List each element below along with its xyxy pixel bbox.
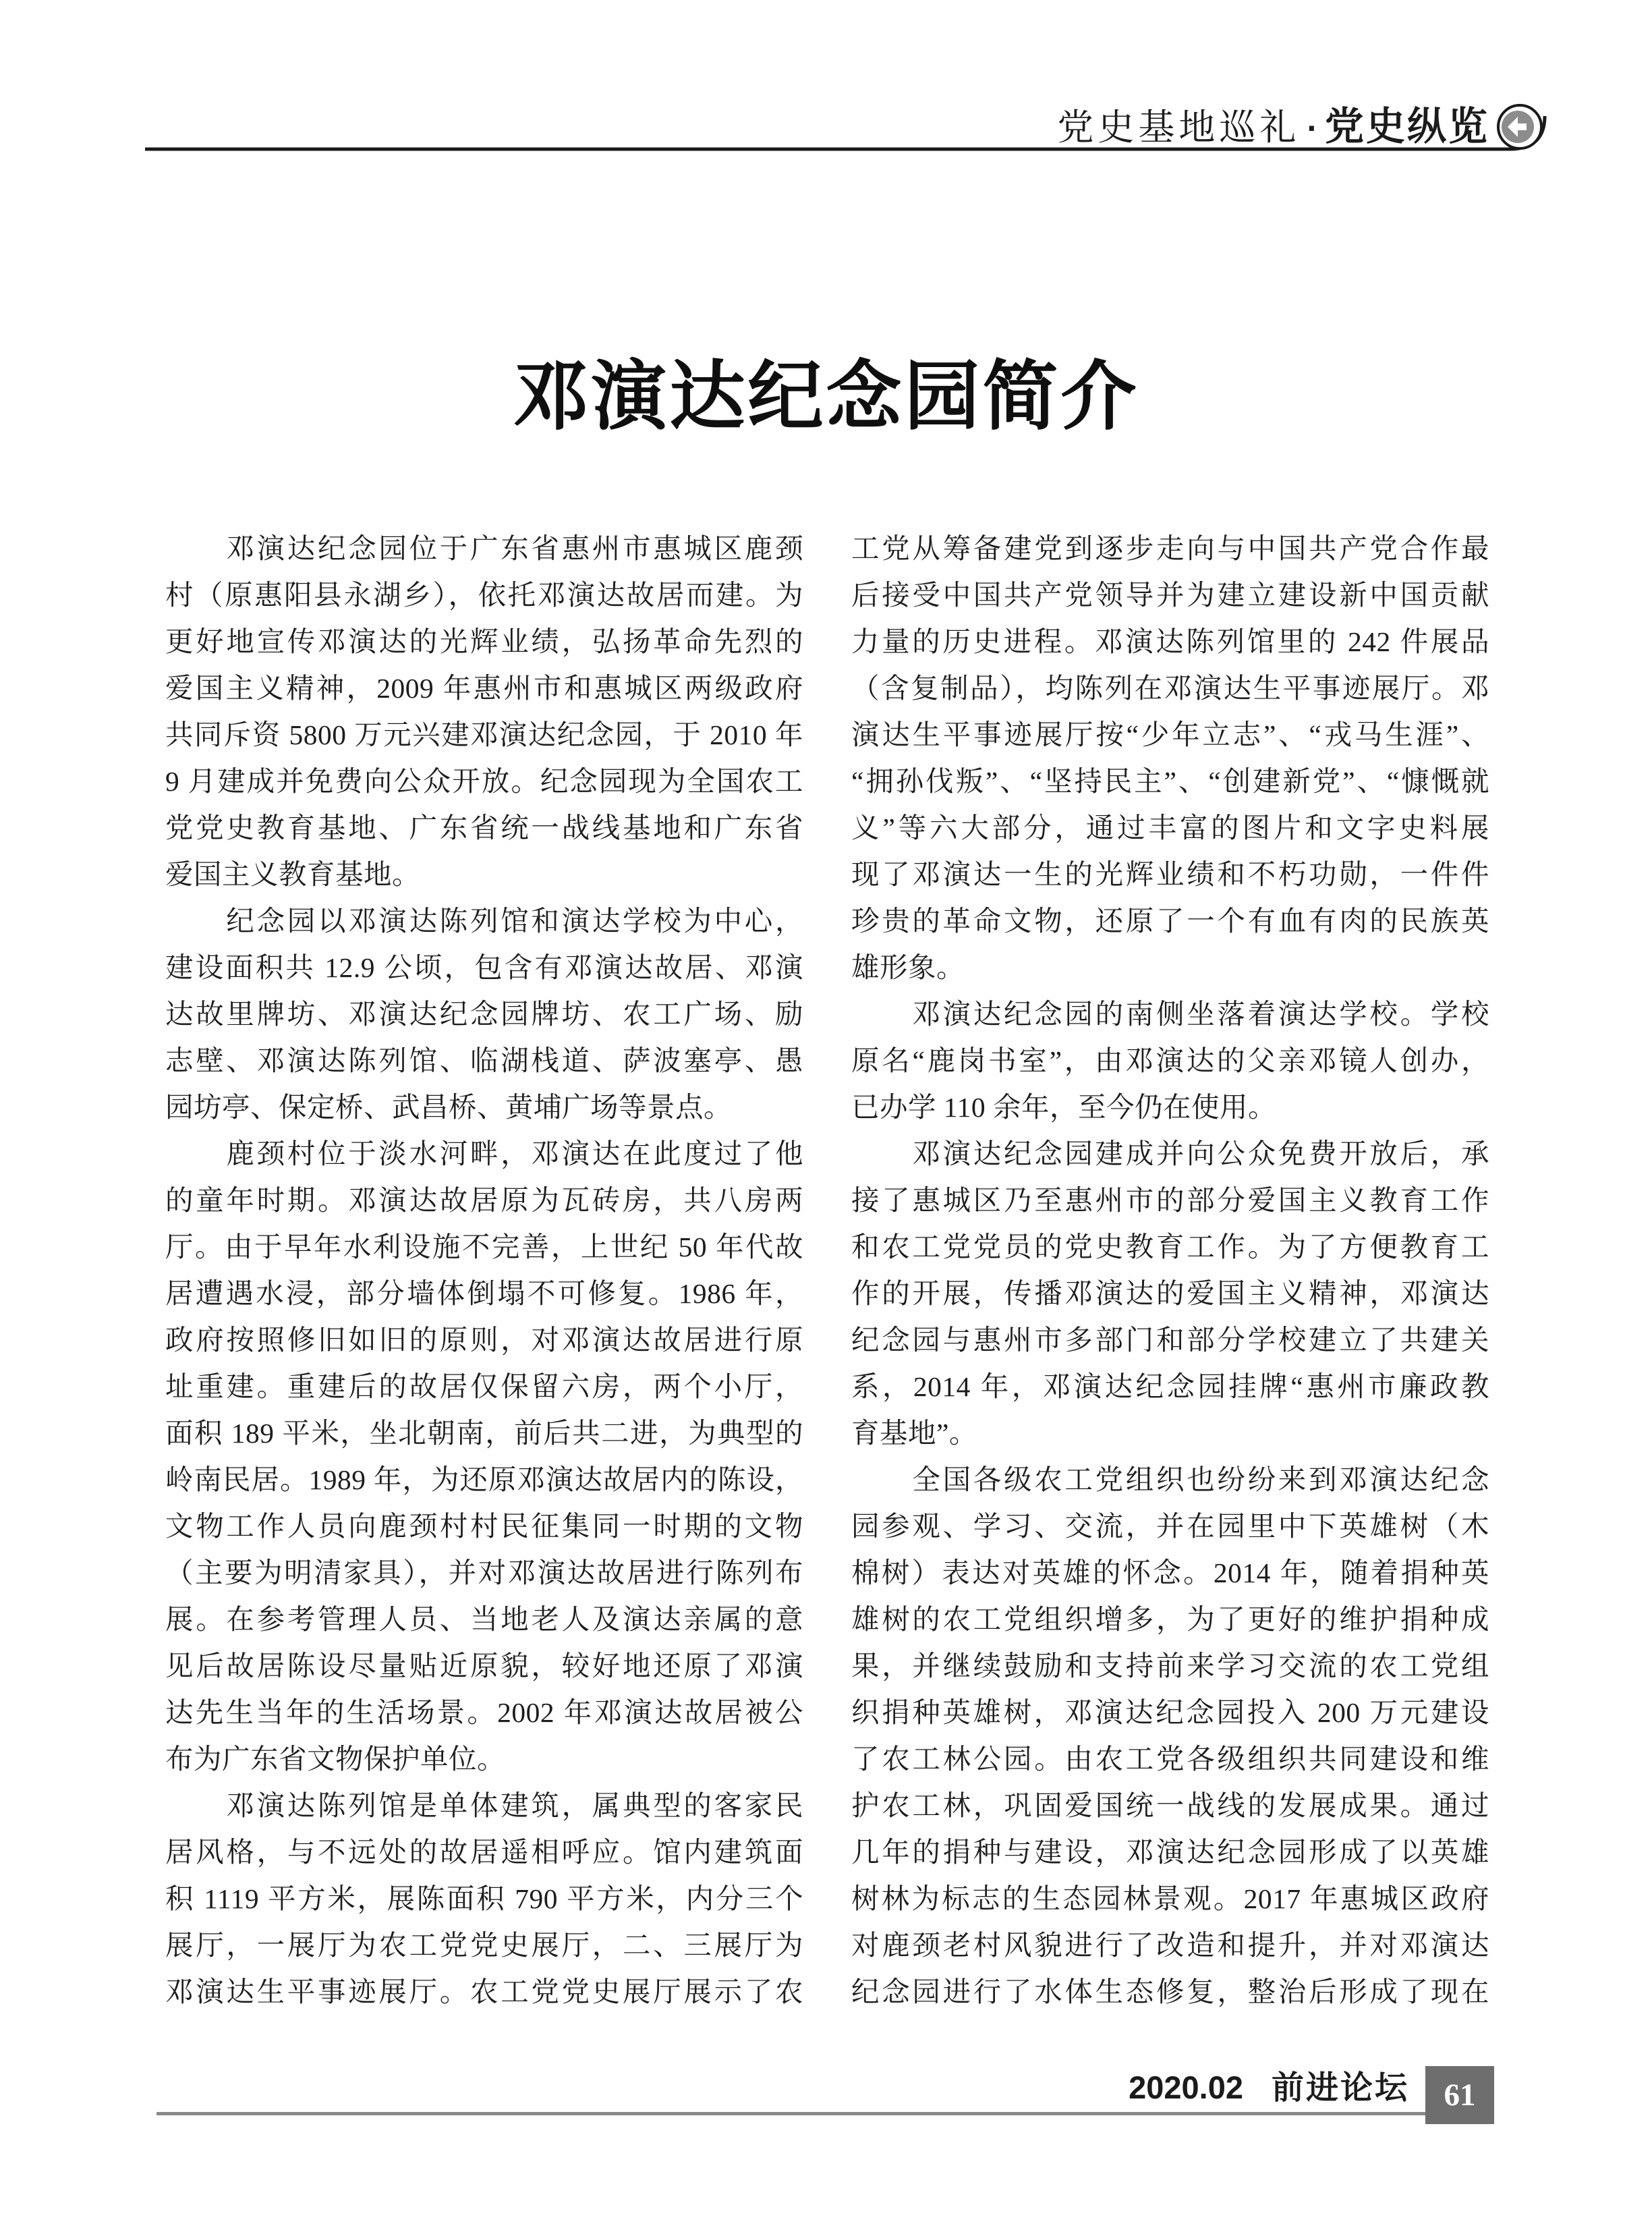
text-line: 已办学 110 余年，至今仍在使用。 <box>851 1092 1276 1123</box>
text-line: 园参观、学习、交流，并在园里中下英雄树（木 <box>851 1511 1489 1542</box>
text-line: 9 月建成并免费向公众开放。纪念园现为全国农工 <box>165 766 803 797</box>
text-line: 邓演达纪念园建成并向公众免费开放后，承 <box>851 1138 1489 1169</box>
text-line: 党党史教育基地、广东省统一战线基地和广东省 <box>165 812 803 843</box>
text-line: 邓演达纪念园位于广东省惠州市惠城区鹿颈 <box>165 533 803 564</box>
text-line: 岭南民居。1989 年，为还原邓演达故居内的陈设， <box>165 1464 803 1495</box>
header-section-title <box>1057 100 1489 154</box>
text-line: 邓演达陈列馆是单体建筑，属典型的客家民 <box>165 1790 803 1821</box>
text-line: 育基地”。 <box>851 1418 977 1449</box>
text-line: 纪念园以邓演达陈列馆和演达学校为中心， <box>165 906 803 937</box>
text-line: 全国各级农工党组织也纷纷来到邓演达纪念 <box>851 1464 1489 1495</box>
text-line: 原名“鹿岗书室”，由邓演达的父亲邓镜人创办， <box>851 1045 1489 1076</box>
text-line: （主要为明清家具），并对邓演达故居进行陈列布 <box>165 1557 803 1588</box>
text-line: 织捐种英雄树，邓演达纪念园投入 200 万元建设 <box>851 1697 1489 1728</box>
text-line: 址重建。重建后的故居仅保留六房，两个小厅， <box>165 1371 803 1402</box>
text-line: 后接受中国共产党领导并为建立建设新中国贡献 <box>851 580 1489 611</box>
text-line: 演达生平事迹展厅按“少年立志”、“戎马生涯”、 <box>851 719 1489 750</box>
text-line: （含复制品），均陈列在邓演达生平事迹展厅。邓 <box>851 673 1489 704</box>
text-line: 现了邓演达一生的光辉业绩和不朽功勋，一件件 <box>851 859 1489 890</box>
text-line: 达故里牌坊、邓演达纪念园牌坊、农工广场、励 <box>165 999 803 1030</box>
left-column <box>165 526 803 2015</box>
text-line: 爱国主义精神，2009 年惠州市和惠城区两级政府 <box>165 673 803 704</box>
text-line: 志壁、邓演达陈列馆、临湖栈道、萨波塞亭、愚 <box>165 1045 803 1076</box>
text-line: 的童年时期。邓演达故居原为瓦砖房，共八房两 <box>165 1185 803 1216</box>
text-line: 几年的捐种与建设，邓演达纪念园形成了以英雄 <box>851 1837 1489 1868</box>
header-separator-dot: · <box>1307 109 1318 147</box>
text-line: “拥孙伐叛”、“坚持民主”、“创建新党”、“慷慨就 <box>851 766 1489 797</box>
text-line: 雄树的农工党组织增多，为了更好的维护捐种成 <box>851 1604 1489 1635</box>
back-icon <box>1498 105 1541 148</box>
text-line: 珍贵的革命文物，还原了一个有血有肉的民族英 <box>851 906 1489 937</box>
page-number-badge <box>1425 2066 1494 2124</box>
text-line: 鹿颈村位于淡水河畔，邓演达在此度过了他 <box>165 1138 803 1169</box>
text-line: 园坊亭、保定桥、武昌桥、黄埔广场等景点。 <box>165 1092 733 1123</box>
text-line: 纪念园进行了水体生态修复，整治后形成了现在 <box>851 1976 1489 2007</box>
text-line: 更好地宣传邓演达的光辉业绩，弘扬革命先烈的 <box>165 626 803 657</box>
text-line: 见后故居陈设尽量贴近原貌，较好地还原了邓演 <box>165 1650 803 1681</box>
text-line: 文物工作人员向鹿颈村村民征集同一时期的文物 <box>165 1511 803 1542</box>
page-number: 61 <box>1444 2078 1476 2113</box>
text-line: 建设面积共 12.9 公顷，包含有邓演达故居、邓演 <box>165 952 803 983</box>
text-line: 系，2014 年，邓演达纪念园挂牌“惠州市廉政教 <box>851 1371 1489 1402</box>
text-line: 居遭遇水浸，部分墙体倒塌不可修复。1986 年， <box>165 1278 803 1309</box>
text-line: 树林为标志的生态园林景观。2017 年惠城区政府 <box>851 1883 1489 1914</box>
text-line: 工党从筹备建党到逐步走向与中国共产党合作最 <box>851 533 1489 564</box>
text-line: 对鹿颈老村风貌进行了改造和提升，并对邓演达 <box>851 1930 1489 1961</box>
text-line: 义”等六大部分，通过丰富的图片和文字史料展 <box>851 812 1489 843</box>
text-line: 果，并继续鼓励和支持前来学习交流的农工党组 <box>851 1650 1489 1681</box>
text-line: 厅。由于早年水利设施不完善，上世纪 50 年代故 <box>165 1231 803 1262</box>
text-line: 纪念园与惠州市多部门和部分学校建立了共建关 <box>851 1325 1489 1356</box>
text-line: 共同斥资 5800 万元兴建邓演达纪念园，于 2010 年 <box>165 719 803 750</box>
footer-text <box>1129 2066 1409 2109</box>
text-line: 雄形象。 <box>851 952 965 983</box>
text-line: 作的开展，传播邓演达的爱国主义精神，邓演达 <box>851 1278 1489 1309</box>
text-line: 爱国主义教育基地。 <box>165 859 421 890</box>
text-line: 展。在参考管理人员、当地老人及演达亲属的意 <box>165 1604 803 1635</box>
article-title: 邓演达纪念园简介 <box>513 354 1139 439</box>
text-line: 了农工林公园。由农工党各级组织共同建设和维 <box>851 1744 1489 1775</box>
text-line: 达先生当年的生活场景。2002 年邓演达故居被公 <box>165 1697 803 1728</box>
text-line: 居风格，与不远处的故居遥相呼应。馆内建筑面 <box>165 1837 803 1868</box>
text-line: 展厅，一展厅为农工党党史展厅，二、三展厅为 <box>165 1930 803 1961</box>
text-line: 棉树）表达对英雄的怀念。2014 年，随着捐种英 <box>851 1557 1489 1588</box>
text-line: 护农工林，巩固爱国统一战线的发展成果。通过 <box>851 1790 1489 1821</box>
right-column <box>851 526 1489 2015</box>
text-line: 邓演达纪念园的南侧坐落着演达学校。学校 <box>851 999 1489 1030</box>
header-column-label: 党史纵览 <box>1324 105 1489 148</box>
text-line: 积 1119 平方米，展陈面积 790 平方米，内分三个 <box>165 1883 803 1914</box>
text-line: 和农工党党员的党史教育工作。为了方便教育工 <box>851 1231 1489 1262</box>
text-line: 布为广东省文物保护单位。 <box>165 1744 506 1775</box>
footer-issue-date: 2020.02 <box>1129 2069 1243 2105</box>
header-series-label: 党史基地巡礼 <box>1057 107 1301 148</box>
text-line: 政府按照修旧如旧的原则，对邓演达故居进行原 <box>165 1325 803 1356</box>
text-line: 力量的历史进程。邓演达陈列馆里的 242 件展品 <box>851 626 1489 657</box>
text-line: 面积 189 平米，坐北朝南，前后共二进，为典型的 <box>165 1418 803 1449</box>
footer-rule <box>156 2112 1494 2115</box>
footer-journal-name: 前进论坛 <box>1271 2070 1409 2106</box>
text-line: 邓演达生平事迹展厅。农工党党史展厅展示了农 <box>165 1976 803 2007</box>
text-line: 接了惠城区乃至惠州市的部分爱国主义教育工作 <box>851 1185 1489 1216</box>
text-line: 村（原惠阳县永湖乡），依托邓演达故居而建。为 <box>165 580 803 611</box>
